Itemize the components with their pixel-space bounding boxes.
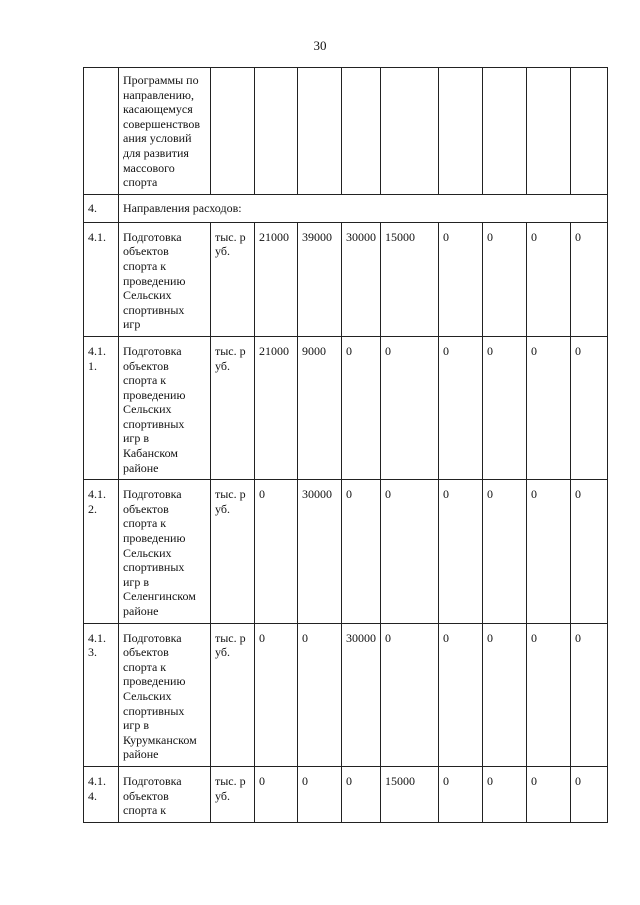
value-cell: 0 — [571, 623, 608, 766]
item-name-line: проведению — [123, 387, 186, 402]
item-name-line: спорта к — [123, 803, 167, 818]
value-cell: 0 — [439, 480, 483, 623]
value-cell: 0 — [571, 222, 608, 336]
value-cell: 0 — [342, 766, 381, 822]
value-cell: 0 — [439, 623, 483, 766]
item-name-line: игр в — [123, 718, 150, 733]
value-cell: 0 — [483, 336, 527, 479]
value-cell — [439, 68, 483, 195]
item-name-line: районе — [123, 460, 159, 475]
value-cell: 0 — [439, 766, 483, 822]
value-cell: 39000 — [298, 222, 342, 336]
value-cell: 0 — [255, 623, 298, 766]
value-cell: 0 — [571, 480, 608, 623]
item-name-cell — [119, 623, 211, 766]
value-cell: 0 — [381, 336, 439, 479]
value-cell: 0 — [527, 336, 571, 479]
item-name-line: массового — [123, 160, 175, 175]
value-cell: 30000 — [298, 480, 342, 623]
item-name-line: спортивных — [123, 560, 185, 575]
item-name-line: Подготовка — [123, 630, 182, 645]
value-cell — [381, 68, 439, 195]
value-cell: 15000 — [381, 222, 439, 336]
row-number-cell: 4.1.4. — [84, 766, 119, 822]
item-name-line: объектов — [123, 358, 169, 373]
value-cell: 0 — [255, 480, 298, 623]
item-name-line: районе — [123, 604, 159, 618]
item-name-cell — [119, 766, 211, 822]
item-name-line: Подготовка — [123, 773, 182, 788]
item-name-line: касающемуся — [123, 102, 193, 117]
value-cell: 0 — [439, 222, 483, 336]
item-name-line: Сельских — [123, 688, 172, 703]
table-row — [84, 68, 608, 195]
item-name-line: Сельских — [123, 402, 172, 417]
section-row — [84, 194, 608, 222]
value-cell — [255, 68, 298, 195]
value-cell: 21000 — [255, 222, 298, 336]
item-name-line: спорта к — [123, 258, 167, 273]
value-cell — [571, 68, 608, 195]
value-cell: 0 — [439, 336, 483, 479]
table-row — [84, 222, 608, 336]
item-name-cell — [119, 480, 211, 623]
item-name-line: спорта к — [123, 516, 167, 531]
value-cell: 0 — [527, 480, 571, 623]
value-cell — [527, 68, 571, 195]
item-name-line: для развития — [123, 145, 189, 160]
item-name-line: игр в — [123, 431, 150, 446]
value-cell — [298, 68, 342, 195]
table-row — [84, 766, 608, 822]
item-name-line: совершенствов — [123, 116, 201, 131]
table-body — [84, 68, 608, 823]
row-number-cell — [84, 68, 119, 195]
unit-cell: тыс. руб. — [211, 766, 255, 822]
item-name-line: Подготовка — [123, 487, 182, 502]
value-cell: 30000 — [342, 222, 381, 336]
row-number-cell: 4.1.3. — [84, 623, 119, 766]
item-name-line: объектов — [123, 645, 169, 660]
item-name-line: Подготовка — [123, 229, 182, 244]
item-name-line: объектов — [123, 501, 169, 516]
item-name-line: проведению — [123, 531, 186, 546]
item-name-line: проведению — [123, 273, 186, 288]
item-name-line: проведению — [123, 674, 186, 689]
item-name-line: игр в — [123, 574, 150, 589]
item-name-line: Сельских — [123, 545, 172, 560]
value-cell: 0 — [381, 623, 439, 766]
item-name-line: игр — [123, 317, 141, 332]
item-name-line: объектов — [123, 244, 169, 259]
value-cell: 0 — [527, 623, 571, 766]
item-name-line: ания условий — [123, 131, 192, 146]
unit-cell: тыс. руб. — [211, 480, 255, 623]
row-number-cell: 4.1. — [84, 222, 119, 336]
value-cell: 9000 — [298, 336, 342, 479]
item-name-line: спортивных — [123, 416, 185, 431]
item-name-line: спорта — [123, 175, 158, 190]
value-cell: 0 — [298, 766, 342, 822]
value-cell: 21000 — [255, 336, 298, 479]
value-cell: 0 — [483, 222, 527, 336]
value-cell: 0 — [483, 766, 527, 822]
item-name-line: Программы по — [123, 73, 199, 87]
item-name-line: районе — [123, 747, 159, 762]
value-cell — [483, 68, 527, 195]
item-name-line: спорта к — [123, 373, 167, 388]
value-cell: 15000 — [381, 766, 439, 822]
table-row — [84, 336, 608, 479]
item-name-line: спорта к — [123, 659, 167, 674]
item-name-line: спортивных — [123, 703, 185, 718]
item-name-line: Кабанском — [123, 446, 178, 461]
section-title-cell: Направления расходов: — [119, 194, 608, 222]
page-number: 30 — [313, 38, 327, 53]
value-cell: 30000 — [342, 623, 381, 766]
item-name-cell — [119, 222, 211, 336]
value-cell: 0 — [342, 336, 381, 479]
item-name-cell — [119, 68, 211, 195]
unit-cell — [211, 68, 255, 195]
unit-cell: тыс. руб. — [211, 623, 255, 766]
value-cell: 0 — [571, 766, 608, 822]
item-name-line: Курумканском — [123, 732, 197, 747]
item-name-line: Сельских — [123, 288, 172, 303]
item-name-line: объектов — [123, 788, 169, 803]
value-cell: 0 — [342, 480, 381, 623]
table-row — [84, 480, 608, 623]
item-name-line: Подготовка — [123, 343, 182, 358]
table-row — [84, 623, 608, 766]
value-cell: 0 — [483, 480, 527, 623]
value-cell: 0 — [298, 623, 342, 766]
value-cell: 0 — [527, 222, 571, 336]
row-number-cell: 4. — [84, 194, 119, 222]
value-cell: 0 — [255, 766, 298, 822]
row-number-cell: 4.1.1. — [84, 336, 119, 479]
row-number-cell: 4.1.2. — [84, 480, 119, 623]
value-cell — [342, 68, 381, 195]
budget-table — [83, 67, 608, 823]
item-name-line: направлению, — [123, 87, 194, 102]
item-name-cell — [119, 336, 211, 479]
value-cell: 0 — [527, 766, 571, 822]
value-cell: 0 — [381, 480, 439, 623]
unit-cell: тыс. руб. — [211, 336, 255, 479]
value-cell: 0 — [483, 623, 527, 766]
item-name-line: спортивных — [123, 302, 185, 317]
unit-cell: тыс. руб. — [211, 222, 255, 336]
item-name-line: Селенгинском — [123, 589, 196, 604]
value-cell: 0 — [571, 336, 608, 479]
